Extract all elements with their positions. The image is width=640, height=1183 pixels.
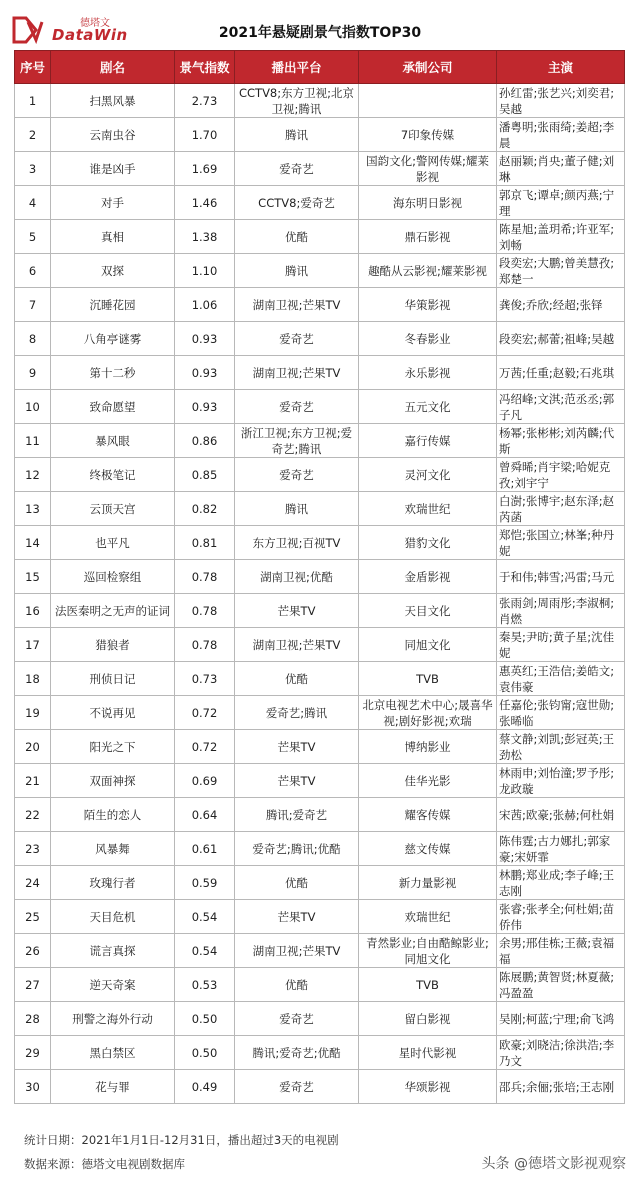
title-cell: 云南虫谷 bbox=[51, 118, 175, 152]
table-row bbox=[15, 1070, 625, 1104]
index-cell: 0.93 bbox=[175, 356, 235, 390]
title-cell: 致命愿望 bbox=[51, 390, 175, 424]
platform-cell: 爱奇艺 bbox=[235, 1002, 359, 1036]
rank-cell: 25 bbox=[15, 900, 51, 934]
table-row bbox=[15, 152, 625, 186]
platform-cell: 芒果TV bbox=[235, 764, 359, 798]
title-cell: 不说再见 bbox=[51, 696, 175, 730]
title-cell: 逆天奇案 bbox=[51, 968, 175, 1002]
table-row bbox=[15, 594, 625, 628]
platform-cell: 湖南卫视;芒果TV bbox=[235, 356, 359, 390]
logo-en-text: DataWin bbox=[52, 26, 128, 44]
cast-cell: 冯绍峰;文淇;范丞丞;郭子凡 bbox=[497, 390, 625, 424]
cast-cell: 杨幂;张彬彬;刘芮麟;代斯 bbox=[497, 424, 625, 458]
title-cell: 刑警之海外行动 bbox=[51, 1002, 175, 1036]
cast-cell: 张睿;张孝全;何杜娟;苗侨伟 bbox=[497, 900, 625, 934]
company-cell: 青然影业;自由酷鲸影业;同旭文化 bbox=[359, 934, 497, 968]
company-cell: 耀客传媒 bbox=[359, 798, 497, 832]
platform-cell: 腾讯 bbox=[235, 492, 359, 526]
title-cell: 双面神探 bbox=[51, 764, 175, 798]
watermark: 头条 @德塔文影视观察 bbox=[481, 1156, 626, 1172]
title-cell: 刑侦日记 bbox=[51, 662, 175, 696]
index-cell: 0.69 bbox=[175, 764, 235, 798]
cast-cell: 陈星旭;盖玥希;许亚军;刘畅 bbox=[497, 220, 625, 254]
title-cell: 花与罪 bbox=[51, 1070, 175, 1104]
platform-cell: 优酷 bbox=[235, 866, 359, 900]
rank-cell: 5 bbox=[15, 220, 51, 254]
rank-cell: 1 bbox=[15, 84, 51, 118]
rank-cell: 23 bbox=[15, 832, 51, 866]
table-row bbox=[15, 458, 625, 492]
rank-cell: 12 bbox=[15, 458, 51, 492]
cast-cell: 陈展鹏;黄智贤;林夏薇;冯盈盈 bbox=[497, 968, 625, 1002]
title-cell: 猎狼者 bbox=[51, 628, 175, 662]
rank-cell: 18 bbox=[15, 662, 51, 696]
rank-cell: 7 bbox=[15, 288, 51, 322]
rank-cell: 29 bbox=[15, 1036, 51, 1070]
title-cell: 沉睡花园 bbox=[51, 288, 175, 322]
platform-cell: 爱奇艺;腾讯 bbox=[235, 696, 359, 730]
table-row bbox=[15, 1036, 625, 1070]
table-row bbox=[15, 628, 625, 662]
company-cell: 7印象传媒 bbox=[359, 118, 497, 152]
index-cell: 0.82 bbox=[175, 492, 235, 526]
title-cell: 暴风眼 bbox=[51, 424, 175, 458]
index-cell: 0.50 bbox=[175, 1036, 235, 1070]
cast-cell: 段奕宏;大鹏;曾美慧孜;郑楚一 bbox=[497, 254, 625, 288]
cast-cell: 白澍;张博宇;赵东泽;赵芮菡 bbox=[497, 492, 625, 526]
cast-cell: 邵兵;余俪;张培;王志刚 bbox=[497, 1070, 625, 1104]
table-row bbox=[15, 424, 625, 458]
rank-cell: 20 bbox=[15, 730, 51, 764]
company-cell: 星时代影视 bbox=[359, 1036, 497, 1070]
platform-cell: 优酷 bbox=[235, 220, 359, 254]
index-cell: 1.06 bbox=[175, 288, 235, 322]
rank-cell: 22 bbox=[15, 798, 51, 832]
index-cell: 0.50 bbox=[175, 1002, 235, 1036]
index-cell: 1.38 bbox=[175, 220, 235, 254]
index-cell: 0.61 bbox=[175, 832, 235, 866]
company-cell: 嘉行传媒 bbox=[359, 424, 497, 458]
company-cell: 华策影视 bbox=[359, 288, 497, 322]
rank-cell: 4 bbox=[15, 186, 51, 220]
table-row bbox=[15, 356, 625, 390]
index-cell: 0.78 bbox=[175, 594, 235, 628]
column-header: 主演 bbox=[497, 51, 625, 84]
company-cell: 金盾影视 bbox=[359, 560, 497, 594]
rank-cell: 10 bbox=[15, 390, 51, 424]
title-cell: 谎言真探 bbox=[51, 934, 175, 968]
company-cell: 冬春影业 bbox=[359, 322, 497, 356]
title-cell: 真相 bbox=[51, 220, 175, 254]
index-cell: 0.59 bbox=[175, 866, 235, 900]
column-header: 序号 bbox=[15, 51, 51, 84]
cast-cell: 林雨申;刘怡潼;罗予彤;龙政璇 bbox=[497, 764, 625, 798]
platform-cell: 优酷 bbox=[235, 968, 359, 1002]
index-cell: 0.72 bbox=[175, 696, 235, 730]
table-row bbox=[15, 220, 625, 254]
cast-cell: 蔡文静;刘凯;彭冠英;王劲松 bbox=[497, 730, 625, 764]
column-header: 剧名 bbox=[51, 51, 175, 84]
platform-cell: 腾讯;爱奇艺;优酷 bbox=[235, 1036, 359, 1070]
rank-cell: 24 bbox=[15, 866, 51, 900]
rank-cell: 26 bbox=[15, 934, 51, 968]
cast-cell: 郑恺;张国立;林峯;种丹妮 bbox=[497, 526, 625, 560]
company-cell: 永乐影视 bbox=[359, 356, 497, 390]
cast-cell: 孙红雷;张艺兴;刘奕君;吴越 bbox=[497, 84, 625, 118]
company-cell: 海东明日影视 bbox=[359, 186, 497, 220]
platform-cell: 湖南卫视;芒果TV bbox=[235, 934, 359, 968]
platform-cell: 腾讯;爱奇艺 bbox=[235, 798, 359, 832]
company-cell: 慈文传媒 bbox=[359, 832, 497, 866]
title-cell: 云顶天宫 bbox=[51, 492, 175, 526]
page-title: 2021年悬疑剧景气指数TOP30 bbox=[218, 25, 422, 41]
column-header: 播出平台 bbox=[235, 51, 359, 84]
table-row bbox=[15, 288, 625, 322]
company-cell: TVB bbox=[359, 662, 497, 696]
index-cell: 0.86 bbox=[175, 424, 235, 458]
table-row bbox=[15, 730, 625, 764]
table-row bbox=[15, 832, 625, 866]
rank-cell: 3 bbox=[15, 152, 51, 186]
title-cell: 玫瑰行者 bbox=[51, 866, 175, 900]
platform-cell: CCTV8;爱奇艺 bbox=[235, 186, 359, 220]
platform-cell: 爱奇艺 bbox=[235, 1070, 359, 1104]
cast-cell: 余男;邢佳栋;王薇;袁福福 bbox=[497, 934, 625, 968]
cast-cell: 林鹏;郑业成;李子峰;王志刚 bbox=[497, 866, 625, 900]
index-cell: 1.69 bbox=[175, 152, 235, 186]
rank-cell: 2 bbox=[15, 118, 51, 152]
company-cell: 北京电视艺术中心;晟喜华视;剧好影视;欢瑞 bbox=[359, 696, 497, 730]
company-cell: 华颂影视 bbox=[359, 1070, 497, 1104]
title-cell: 天目危机 bbox=[51, 900, 175, 934]
platform-cell: CCTV8;东方卫视;北京卫视;腾讯 bbox=[235, 84, 359, 118]
index-cell: 0.81 bbox=[175, 526, 235, 560]
rank-cell: 9 bbox=[15, 356, 51, 390]
table-row bbox=[15, 322, 625, 356]
table-body bbox=[15, 84, 625, 1104]
title-cell: 终极笔记 bbox=[51, 458, 175, 492]
rank-cell: 21 bbox=[15, 764, 51, 798]
company-cell: 留白影视 bbox=[359, 1002, 497, 1036]
platform-cell: 爱奇艺 bbox=[235, 390, 359, 424]
title-cell: 法医秦明之无声的证词 bbox=[51, 594, 175, 628]
cast-cell: 潘粤明;张雨绮;姜超;李晨 bbox=[497, 118, 625, 152]
title-cell: 双探 bbox=[51, 254, 175, 288]
platform-cell: 芒果TV bbox=[235, 594, 359, 628]
platform-cell: 爱奇艺;腾讯;优酷 bbox=[235, 832, 359, 866]
title-cell: 第十二秒 bbox=[51, 356, 175, 390]
platform-cell: 爱奇艺 bbox=[235, 458, 359, 492]
title-cell: 黑白禁区 bbox=[51, 1036, 175, 1070]
table-row bbox=[15, 118, 625, 152]
cast-cell: 于和伟;韩雪;冯雷;马元 bbox=[497, 560, 625, 594]
table-row bbox=[15, 968, 625, 1002]
company-cell: 国韵文化;警网传媒;耀莱影视 bbox=[359, 152, 497, 186]
rank-cell: 17 bbox=[15, 628, 51, 662]
table-row bbox=[15, 696, 625, 730]
company-cell: 天目文化 bbox=[359, 594, 497, 628]
cast-cell: 曾舜晞;肖宇梁;哈妮克孜;刘宇宁 bbox=[497, 458, 625, 492]
footer-stat-date: 统计日期：2021年1月1日-12月31日，播出超过3天的电视剧 bbox=[24, 1133, 339, 1147]
index-cell: 0.54 bbox=[175, 934, 235, 968]
rank-cell: 14 bbox=[15, 526, 51, 560]
company-cell: 新力量影视 bbox=[359, 866, 497, 900]
cast-cell: 张雨剑;周雨彤;李淑桐;肖燃 bbox=[497, 594, 625, 628]
rank-cell: 30 bbox=[15, 1070, 51, 1104]
platform-cell: 东方卫视;百视TV bbox=[235, 526, 359, 560]
title-cell: 陌生的恋人 bbox=[51, 798, 175, 832]
company-cell: 欢瑞世纪 bbox=[359, 492, 497, 526]
cast-cell: 郭京飞;谭卓;颜丙燕;宁理 bbox=[497, 186, 625, 220]
platform-cell: 芒果TV bbox=[235, 730, 359, 764]
table-row bbox=[15, 764, 625, 798]
platform-cell: 优酷 bbox=[235, 662, 359, 696]
index-cell: 1.10 bbox=[175, 254, 235, 288]
table-row bbox=[15, 560, 625, 594]
table-row bbox=[15, 798, 625, 832]
table-row bbox=[15, 934, 625, 968]
index-cell: 0.64 bbox=[175, 798, 235, 832]
table-row bbox=[15, 390, 625, 424]
table-header-row bbox=[15, 51, 625, 84]
table-row bbox=[15, 254, 625, 288]
cast-cell: 欧豪;刘晓洁;徐洪浩;李乃文 bbox=[497, 1036, 625, 1070]
rank-cell: 16 bbox=[15, 594, 51, 628]
title-cell: 对手 bbox=[51, 186, 175, 220]
company-cell: 灵河文化 bbox=[359, 458, 497, 492]
company-cell: TVB bbox=[359, 968, 497, 1002]
title-cell: 谁是凶手 bbox=[51, 152, 175, 186]
index-cell: 0.73 bbox=[175, 662, 235, 696]
column-header: 承制公司 bbox=[359, 51, 497, 84]
rank-cell: 19 bbox=[15, 696, 51, 730]
column-header: 景气指数 bbox=[175, 51, 235, 84]
table-row bbox=[15, 1002, 625, 1036]
cast-cell: 万茜;任重;赵毅;石兆琪 bbox=[497, 356, 625, 390]
company-cell: 欢瑞世纪 bbox=[359, 900, 497, 934]
rank-cell: 6 bbox=[15, 254, 51, 288]
table-row bbox=[15, 186, 625, 220]
platform-cell: 爱奇艺 bbox=[235, 152, 359, 186]
index-cell: 0.93 bbox=[175, 322, 235, 356]
title-cell: 阳光之下 bbox=[51, 730, 175, 764]
rank-cell: 15 bbox=[15, 560, 51, 594]
cast-cell: 陈伟霆;古力娜扎;郭家豪;宋妍霏 bbox=[497, 832, 625, 866]
title-cell: 扫黑风暴 bbox=[51, 84, 175, 118]
title-cell: 也平凡 bbox=[51, 526, 175, 560]
footer-data-source: 数据来源：德塔文电视剧数据库 bbox=[24, 1157, 185, 1171]
title-cell: 巡回检察组 bbox=[51, 560, 175, 594]
platform-cell: 腾讯 bbox=[235, 118, 359, 152]
ranking-table bbox=[14, 50, 625, 1104]
rank-cell: 11 bbox=[15, 424, 51, 458]
index-cell: 0.78 bbox=[175, 628, 235, 662]
company-cell: 趣酷从云影视;耀莱影视 bbox=[359, 254, 497, 288]
company-cell: 佳华光影 bbox=[359, 764, 497, 798]
cast-cell: 秦昊;尹昉;黄子星;沈佳妮 bbox=[497, 628, 625, 662]
rank-cell: 8 bbox=[15, 322, 51, 356]
company-cell: 博纳影业 bbox=[359, 730, 497, 764]
cast-cell: 吴刚;柯蓝;宁理;俞飞鸿 bbox=[497, 1002, 625, 1036]
table-row bbox=[15, 492, 625, 526]
platform-cell: 湖南卫视;芒果TV bbox=[235, 288, 359, 322]
index-cell: 0.93 bbox=[175, 390, 235, 424]
rank-cell: 27 bbox=[15, 968, 51, 1002]
index-cell: 0.49 bbox=[175, 1070, 235, 1104]
company-cell: 同旭文化 bbox=[359, 628, 497, 662]
rank-cell: 28 bbox=[15, 1002, 51, 1036]
index-cell: 0.78 bbox=[175, 560, 235, 594]
cast-cell: 宋茜;欧豪;张赫;何杜娟 bbox=[497, 798, 625, 832]
index-cell: 0.54 bbox=[175, 900, 235, 934]
table-row bbox=[15, 662, 625, 696]
cast-cell: 惠英红;王浩信;姜皓文;袁伟豪 bbox=[497, 662, 625, 696]
cast-cell: 龚俊;乔欣;经超;张铎 bbox=[497, 288, 625, 322]
platform-cell: 腾讯 bbox=[235, 254, 359, 288]
ranking-table-wrapper bbox=[14, 50, 624, 1104]
index-cell: 0.53 bbox=[175, 968, 235, 1002]
title-cell: 八角亭谜雾 bbox=[51, 322, 175, 356]
company-cell: 猎豹文化 bbox=[359, 526, 497, 560]
table-row bbox=[15, 84, 625, 118]
company-cell: 鼎石影视 bbox=[359, 220, 497, 254]
platform-cell: 湖南卫视;芒果TV bbox=[235, 628, 359, 662]
table-row bbox=[15, 866, 625, 900]
company-cell: 五元文化 bbox=[359, 390, 497, 424]
table-row bbox=[15, 526, 625, 560]
platform-cell: 爱奇艺 bbox=[235, 322, 359, 356]
header bbox=[0, 0, 640, 50]
logo-cn-text: 德塔文 bbox=[80, 18, 110, 29]
cast-cell: 任嘉伦;张钧甯;寇世勋;张晞临 bbox=[497, 696, 625, 730]
cast-cell: 段奕宏;郝蕾;祖峰;吴越 bbox=[497, 322, 625, 356]
index-cell: 1.46 bbox=[175, 186, 235, 220]
index-cell: 0.85 bbox=[175, 458, 235, 492]
table-row bbox=[15, 900, 625, 934]
cast-cell: 赵丽颖;肖央;董子健;刘琳 bbox=[497, 152, 625, 186]
index-cell: 2.73 bbox=[175, 84, 235, 118]
platform-cell: 芒果TV bbox=[235, 900, 359, 934]
company-cell bbox=[359, 84, 497, 118]
platform-cell: 浙江卫视;东方卫视;爱奇艺;腾讯 bbox=[235, 424, 359, 458]
platform-cell: 湖南卫视;优酷 bbox=[235, 560, 359, 594]
rank-cell: 13 bbox=[15, 492, 51, 526]
title-cell: 风暴舞 bbox=[51, 832, 175, 866]
index-cell: 0.72 bbox=[175, 730, 235, 764]
index-cell: 1.70 bbox=[175, 118, 235, 152]
